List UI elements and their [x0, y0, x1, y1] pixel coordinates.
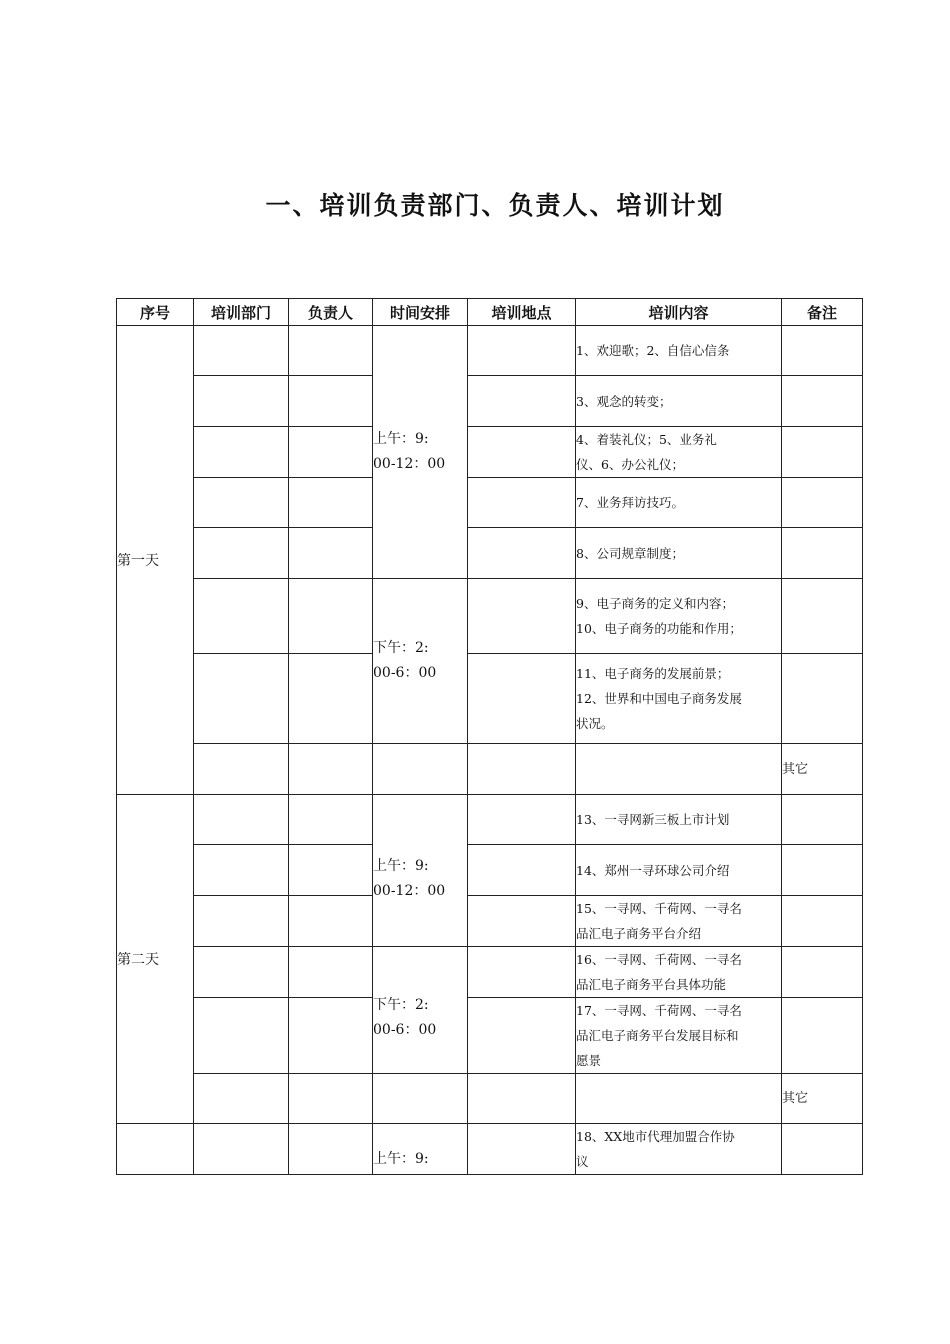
- owner-cell: [289, 896, 373, 947]
- content-line: 仪、6、办公礼仪；: [576, 457, 684, 472]
- content-line: 议: [576, 1154, 589, 1169]
- content-cell: [576, 896, 782, 947]
- owner-cell: [289, 579, 373, 654]
- owner-cell: [289, 427, 373, 478]
- place-cell: [468, 744, 576, 795]
- content-line: 9、电子商务的定义和内容；: [576, 596, 734, 611]
- time-cell: [373, 579, 468, 744]
- content-line: 15、一寻网、千荷网、一寻名: [576, 901, 742, 916]
- dept-cell: [194, 795, 289, 845]
- header-dept: 培训部门: [194, 299, 289, 326]
- owner-cell: [289, 845, 373, 896]
- content-line: 品汇电子商务平台发展目标和: [576, 1028, 739, 1043]
- content-line: 状况。: [576, 716, 614, 731]
- content-line: 品汇电子商务平台具体功能: [576, 977, 727, 992]
- header-row: [117, 299, 863, 326]
- content-line: 7、业务拜访技巧。: [576, 495, 684, 510]
- table-row: [117, 478, 863, 528]
- note-cell: [782, 795, 863, 845]
- time-line: 上午：9:: [373, 857, 429, 874]
- place-cell: [468, 1124, 576, 1175]
- table-row: [117, 1074, 863, 1124]
- content-cell: [576, 427, 782, 478]
- dept-cell: [194, 998, 289, 1074]
- note-cell: 其它: [782, 744, 863, 795]
- table-row: [117, 427, 863, 478]
- time-line: 00-12：00: [373, 456, 446, 472]
- content-line: 8、公司规章制度；: [576, 545, 684, 561]
- place-cell: [468, 947, 576, 998]
- content-cell: [576, 654, 782, 744]
- note-cell: [782, 579, 863, 654]
- day-label: 第一天: [117, 326, 194, 795]
- owner-cell: [289, 998, 373, 1074]
- content-cell: [576, 795, 782, 845]
- time-cell: [373, 744, 468, 795]
- place-cell: [468, 478, 576, 528]
- content-cell: [576, 326, 782, 376]
- time-line: 上午：9:: [373, 431, 429, 447]
- content-cell: [576, 528, 782, 579]
- dept-cell: [194, 654, 289, 744]
- day-label: [117, 1124, 194, 1175]
- content-line: 13、一寻网新三板上市计划: [576, 812, 730, 827]
- time-line: 00-12：00: [373, 882, 446, 899]
- owner-cell: [289, 326, 373, 376]
- dept-cell: [194, 744, 289, 795]
- time-cell: [373, 1124, 468, 1175]
- content-line: 16、一寻网、千荷网、一寻名: [576, 952, 742, 967]
- place-cell: [468, 795, 576, 845]
- content-line: 1、欢迎歌；2、自信心信条: [576, 343, 730, 358]
- content-cell: [576, 579, 782, 654]
- place-cell: [468, 845, 576, 896]
- note-cell: [782, 326, 863, 376]
- note-cell: [782, 478, 863, 528]
- training-plan-table: [116, 298, 863, 1175]
- owner-cell: [289, 654, 373, 744]
- time-cell: [373, 947, 468, 1074]
- place-cell: [468, 326, 576, 376]
- note-cell: [782, 654, 863, 744]
- time-cell: [373, 795, 468, 947]
- note-cell: [782, 998, 863, 1074]
- dept-cell: [194, 376, 289, 427]
- time-cell: [373, 1074, 468, 1124]
- header-note: 备注: [782, 299, 863, 326]
- note-cell: [782, 845, 863, 896]
- content-line: 18、XX地市代理加盟合作协: [576, 1129, 735, 1144]
- time-line: 下午：2:: [373, 640, 429, 656]
- header-place: 培训地点: [468, 299, 576, 326]
- time-line: 下午：2:: [373, 997, 429, 1013]
- dept-cell: [194, 1124, 289, 1175]
- dept-cell: [194, 528, 289, 579]
- owner-cell: [289, 1124, 373, 1175]
- page-title: 一、培训负责部门、负责人、培训计划: [265, 191, 725, 220]
- owner-cell: [289, 528, 373, 579]
- dept-cell: [194, 427, 289, 478]
- owner-cell: [289, 795, 373, 845]
- place-cell: [468, 654, 576, 744]
- note-cell: [782, 1124, 863, 1175]
- content-cell: [576, 998, 782, 1074]
- content-line: 愿景: [576, 1053, 602, 1068]
- note-cell: [782, 427, 863, 478]
- owner-cell: [289, 478, 373, 528]
- table-row: [117, 998, 863, 1074]
- table-row: [117, 654, 863, 744]
- time-cell: [373, 326, 468, 579]
- note-cell: 其它: [782, 1074, 863, 1124]
- dept-cell: [194, 845, 289, 896]
- owner-cell: [289, 376, 373, 427]
- content-line: 17、一寻网、千荷网、一寻名: [576, 1003, 742, 1018]
- table-row: [117, 795, 863, 845]
- content-line: 11、电子商务的发展前景；: [576, 666, 730, 681]
- content-cell: [576, 744, 782, 795]
- place-cell: [468, 1074, 576, 1124]
- table-row: [117, 326, 863, 376]
- table-row: [117, 947, 863, 998]
- content-cell: [576, 845, 782, 896]
- content-line: 品汇电子商务平台介绍: [576, 926, 702, 941]
- place-cell: [468, 427, 576, 478]
- dept-cell: [194, 326, 289, 376]
- table-row: [117, 376, 863, 427]
- content-cell: [576, 947, 782, 998]
- day-label: 第二天: [117, 795, 194, 1124]
- note-cell: [782, 376, 863, 427]
- owner-cell: [289, 1074, 373, 1124]
- owner-cell: [289, 744, 373, 795]
- dept-cell: [194, 1074, 289, 1124]
- note-cell: [782, 947, 863, 998]
- content-cell: [576, 1124, 782, 1175]
- owner-cell: [289, 947, 373, 998]
- note-cell: [782, 896, 863, 947]
- note-cell: [782, 528, 863, 579]
- content-line: 14、郑州一寻环球公司介绍: [576, 862, 730, 878]
- table-row: [117, 744, 863, 795]
- content-line: 3、观念的转变；: [576, 393, 672, 409]
- time-line: 上午：9:: [373, 1151, 429, 1167]
- content-cell: [576, 1074, 782, 1124]
- dept-cell: [194, 896, 289, 947]
- time-line: 00-6：00: [373, 665, 437, 681]
- header-time: 时间安排: [373, 299, 468, 326]
- dept-cell: [194, 579, 289, 654]
- table-row: [117, 845, 863, 896]
- place-cell: [468, 579, 576, 654]
- dept-cell: [194, 947, 289, 998]
- table-row: [117, 896, 863, 947]
- header-content: 培训内容: [576, 299, 782, 326]
- time-line: 00-6：00: [373, 1022, 437, 1038]
- table-row: [117, 528, 863, 579]
- table-row: [117, 1124, 863, 1175]
- content-line: 12、世界和中国电子商务发展: [576, 691, 742, 706]
- content-cell: [576, 376, 782, 427]
- place-cell: [468, 528, 576, 579]
- header-owner: 负责人: [289, 299, 373, 326]
- dept-cell: [194, 478, 289, 528]
- place-cell: [468, 376, 576, 427]
- header-seq: 序号: [117, 299, 194, 326]
- content-line: 4、着装礼仪；5、业务礼: [576, 432, 717, 447]
- place-cell: [468, 896, 576, 947]
- table-row: [117, 579, 863, 654]
- content-line: 10、电子商务的功能和作用；: [576, 621, 742, 636]
- place-cell: [468, 998, 576, 1074]
- content-cell: [576, 478, 782, 528]
